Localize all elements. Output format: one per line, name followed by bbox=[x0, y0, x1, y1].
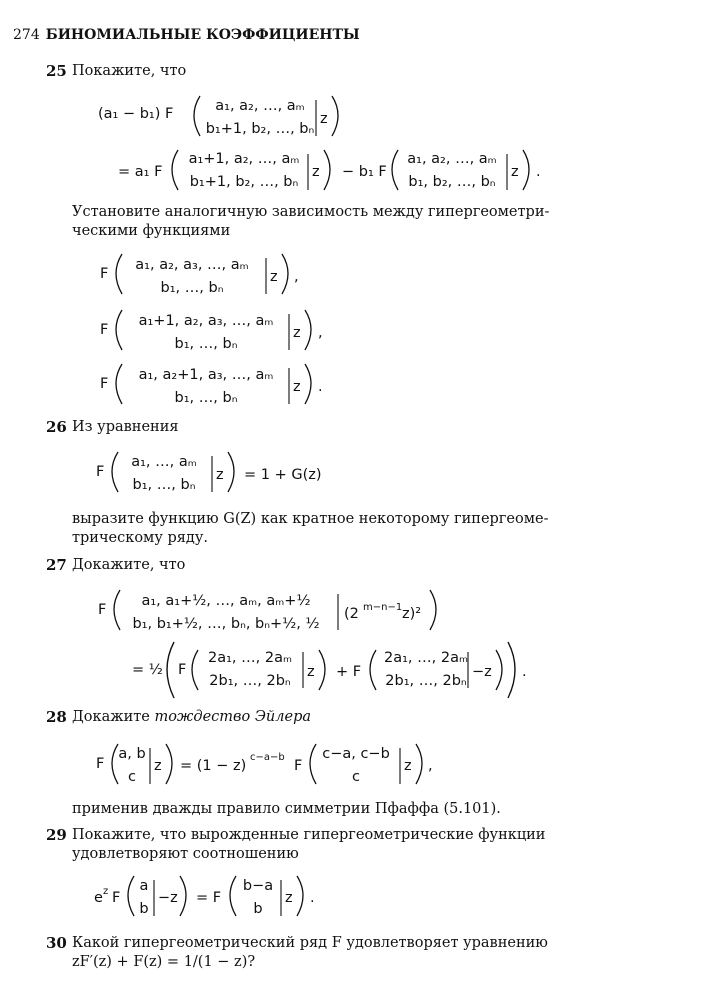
eq27-g2-bot: 2b₁, …, 2bₙ bbox=[385, 673, 467, 689]
eq25-end: . bbox=[536, 164, 541, 180]
eq28-comma: , bbox=[428, 758, 433, 774]
eq29-r-bot: b bbox=[253, 901, 263, 917]
eq27-g1-bot: 2b₁, …, 2bₙ bbox=[209, 673, 291, 689]
chapter-title: БИНОМИАЛЬНЫЕ КОЭФФИЦИЕНТЫ bbox=[45, 27, 360, 43]
exercise-28-text: применив дважды правило симметрии Пфаффа (5.101). bbox=[72, 801, 501, 817]
exercise-27-intro: Докажите, что bbox=[72, 557, 186, 573]
exercise-28-equation bbox=[0, 736, 703, 792]
eq26-bot: b₁, …, bₙ bbox=[132, 477, 196, 493]
eq27-plus: + F bbox=[336, 664, 362, 680]
exercise-25-text-line1: Установите аналогичную зависимость между гипергеометри- bbox=[72, 204, 550, 220]
eq28-r-top: c−a, c−b bbox=[322, 746, 390, 762]
eq29-r-var: z bbox=[285, 890, 293, 906]
eq27-neg-z: −z bbox=[472, 664, 492, 680]
exercise-29-equation bbox=[0, 868, 703, 924]
exercise-28-intro bbox=[72, 708, 311, 727]
eq27-F: F bbox=[98, 602, 107, 618]
f3-bot: b₁, …, bₙ bbox=[174, 390, 238, 406]
eq29-eqF: = F bbox=[196, 890, 222, 906]
exercise-27-equation bbox=[0, 584, 703, 704]
euler-identity-term: тождество Эйлера bbox=[154, 709, 312, 725]
f3-F: F bbox=[100, 376, 109, 392]
eq29-dot: . bbox=[310, 890, 315, 906]
eq25-t2-var: z bbox=[511, 164, 519, 180]
exercise-29-text-line1: Покажите, что вырожденные гипергеометрические функции bbox=[72, 827, 546, 843]
eq27-bot: b₁, b₁+½, …, bₙ, bₙ+½, ½ bbox=[132, 616, 320, 632]
eq29-r-top: b−a bbox=[242, 878, 274, 894]
eq25-lhs-var: z bbox=[320, 111, 328, 127]
eq27-arg-exp: m−n−1 bbox=[363, 602, 403, 613]
eq29-e-exp: z bbox=[103, 886, 109, 897]
eq25-minus: − b₁ F bbox=[342, 164, 387, 180]
f2-var: z bbox=[293, 325, 301, 341]
eq27-arg-end: z)² bbox=[402, 606, 422, 622]
exercise-25-number: 25 bbox=[46, 62, 67, 80]
eq25-t1-var: z bbox=[312, 164, 320, 180]
f1-top: a₁, a₂, a₃, …, aₘ bbox=[135, 257, 249, 273]
exercise-28-intro-text: Докажите bbox=[72, 709, 155, 725]
exercise-29-number: 29 bbox=[46, 826, 67, 844]
eq26-var: z bbox=[216, 467, 224, 483]
eq29-l-bot: b bbox=[139, 901, 149, 917]
exercise-26-number: 26 bbox=[46, 418, 67, 436]
eq29-l-top: a bbox=[139, 878, 149, 894]
eq27-g1-var: z bbox=[307, 664, 315, 680]
eq28-r-bot: c bbox=[352, 769, 360, 785]
eq26-F: F bbox=[96, 464, 105, 480]
exercise-25-equation bbox=[0, 88, 703, 196]
eq28-F-right: F bbox=[294, 758, 303, 774]
eq28-mid-exp: c−a−b bbox=[250, 752, 285, 763]
page-number: 274 bbox=[13, 27, 40, 43]
eq27-arg: (2 bbox=[344, 606, 359, 622]
eq25-lhs-prefix: (a₁ − b₁) F bbox=[98, 106, 174, 122]
exercise-26-text-line1: выразите функцию G(Z) как кратное некоторому гипергеоме- bbox=[72, 511, 549, 527]
running-head bbox=[13, 27, 360, 43]
eq25-t1-bot: b₁+1, b₂, …, bₙ bbox=[189, 174, 299, 190]
exercise-28-number: 28 bbox=[46, 708, 67, 726]
f2-bot: b₁, …, bₙ bbox=[174, 336, 238, 352]
eq28-l-var: z bbox=[154, 758, 162, 774]
exercise-26-equation bbox=[0, 444, 703, 500]
eq27-dot: . bbox=[522, 664, 527, 680]
eq28-F-left: F bbox=[96, 756, 105, 772]
eq25-eq-prefix: = a₁ F bbox=[118, 164, 163, 180]
exercise-30-text-line2: zF′(z) + F(z) = 1/(1 − z)? bbox=[72, 954, 256, 970]
eq28-l-bot: c bbox=[128, 769, 136, 785]
eq25-t1-top: a₁+1, a₂, …, aₘ bbox=[188, 151, 300, 167]
exercise-25-functions bbox=[0, 248, 703, 408]
f3-var: z bbox=[293, 379, 301, 395]
f2-comma: , bbox=[318, 325, 323, 341]
eq26-rhs: = 1 + G(z) bbox=[244, 467, 322, 483]
eq25-lhs-top: a₁, a₂, …, aₘ bbox=[215, 98, 305, 114]
exercise-25-text-line2: ческими функциями bbox=[72, 223, 231, 239]
f1-F: F bbox=[100, 266, 109, 282]
f1-bot: b₁, …, bₙ bbox=[160, 280, 224, 296]
f1-comma: , bbox=[294, 269, 299, 285]
eq29-F-left: F bbox=[112, 890, 121, 906]
f2-top: a₁+1, a₂, a₃, …, aₘ bbox=[138, 313, 274, 329]
eq27-g1-top: 2a₁, …, 2aₘ bbox=[207, 650, 293, 666]
f3-top: a₁, a₂+1, a₃, …, aₘ bbox=[138, 367, 274, 383]
eq26-top: a₁, …, aₘ bbox=[131, 454, 197, 470]
eq25-t2-bot: b₁, b₂, …, bₙ bbox=[408, 174, 496, 190]
eq25-lhs-bot: b₁+1, b₂, …, bₙ bbox=[205, 121, 315, 137]
exercise-26-intro: Из уравнения bbox=[72, 419, 179, 435]
exercise-29-text-line2: удовлетворяют соотношению bbox=[72, 846, 299, 862]
eq28-mid: = (1 − z) bbox=[180, 758, 247, 774]
eq27-g2-top: 2a₁, …, 2aₘ bbox=[383, 650, 469, 666]
eq29-neg-z: −z bbox=[158, 890, 178, 906]
f2-F: F bbox=[100, 322, 109, 338]
exercise-30-number: 30 bbox=[46, 934, 67, 952]
eq25-t2-top: a₁, a₂, …, aₘ bbox=[407, 151, 497, 167]
exercise-30-text-line1: Какой гипергеометрический ряд F удовлетворяет уравнению bbox=[72, 935, 548, 951]
f3-dot: . bbox=[318, 379, 323, 395]
exercise-25-intro: Покажите, что bbox=[72, 63, 187, 79]
eq28-r-var: z bbox=[404, 758, 412, 774]
exercise-27-number: 27 bbox=[46, 556, 67, 574]
eq27-top: a₁, a₁+½, …, aₘ, aₘ+½ bbox=[141, 593, 311, 609]
eq29-e: e bbox=[94, 890, 103, 906]
exercise-26-text-line2: трическому ряду. bbox=[72, 530, 208, 546]
f1-var: z bbox=[270, 269, 278, 285]
eq27-half: = ½ bbox=[132, 662, 163, 678]
eq28-l-top: a, b bbox=[118, 746, 146, 762]
eq27-g1-F: F bbox=[178, 662, 187, 678]
